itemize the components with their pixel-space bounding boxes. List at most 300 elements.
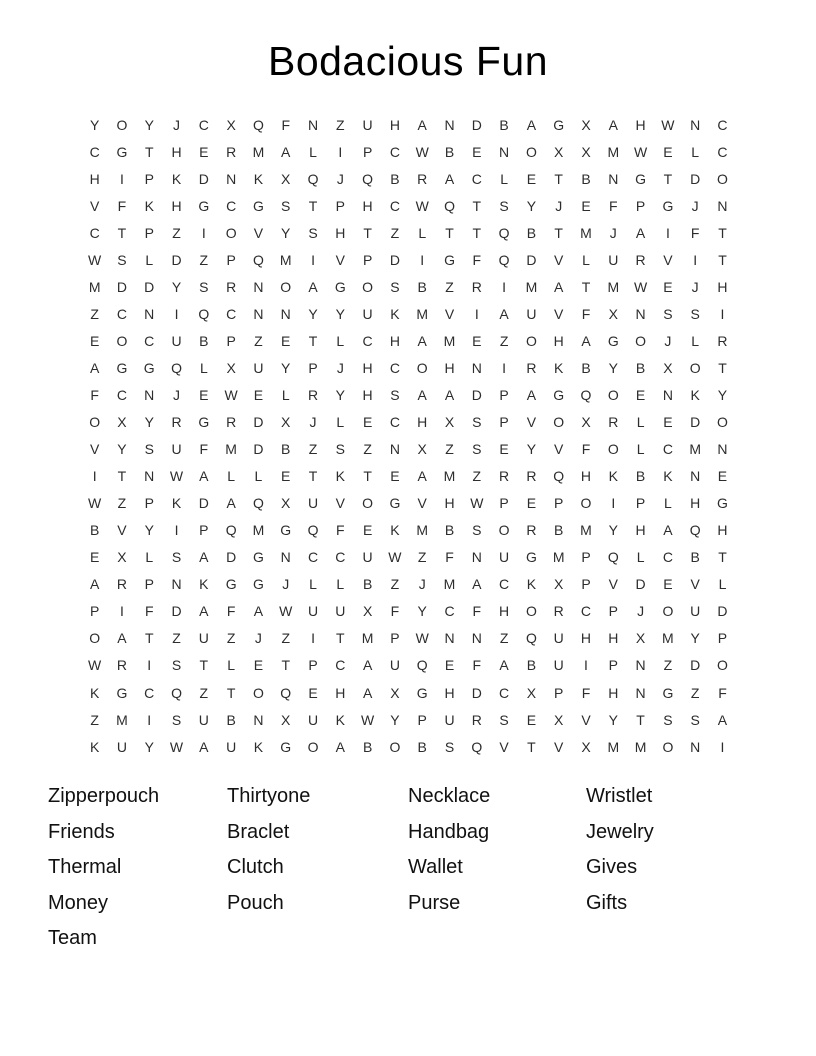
grid-letter: D <box>198 495 209 512</box>
grid-letter: V <box>554 305 564 322</box>
grid-letter: K <box>89 684 100 701</box>
grid-letter: L <box>145 549 154 566</box>
grid-letter: X <box>581 414 591 431</box>
grid-letter: U <box>116 738 127 755</box>
grid-letter: Y <box>335 305 345 322</box>
grid-letter: Q <box>498 224 510 241</box>
grid-letter: F <box>336 522 345 539</box>
grid-letter: W <box>88 495 102 512</box>
grid-letter: Z <box>172 630 181 647</box>
grid-letter: O <box>580 495 592 512</box>
grid-letter: F <box>690 224 700 241</box>
word-item: Clutch <box>227 856 284 879</box>
grid-letter: C <box>335 549 346 566</box>
grid-letter: P <box>608 657 618 674</box>
grid-letter: T <box>581 278 591 295</box>
grid-letter: N <box>307 116 319 133</box>
grid-letter: B <box>199 332 209 349</box>
grid-letter: B <box>526 224 537 241</box>
grid-letter: N <box>717 197 728 214</box>
grid-letter: J <box>173 386 181 403</box>
grid-letter: N <box>471 630 482 647</box>
grid-letter: U <box>608 251 619 268</box>
grid-letter: B <box>499 116 509 133</box>
grid-letter: K <box>89 738 100 755</box>
grid-letter: Y <box>144 738 154 755</box>
word-item: Braclet <box>227 820 290 843</box>
grid-letter: I <box>720 305 725 322</box>
word-item: Money <box>48 891 109 914</box>
grid-letter: D <box>690 170 701 187</box>
grid-letter: C <box>307 549 319 566</box>
grid-letter: Y <box>144 414 154 431</box>
grid-letter: C <box>389 197 400 214</box>
word-list <box>48 779 768 957</box>
word-list-column <box>227 779 408 957</box>
grid-letter: Y <box>144 116 154 133</box>
grid-letter: H <box>608 630 619 647</box>
grid-letter: L <box>199 359 208 376</box>
grid-letter: Y <box>526 197 537 214</box>
grid-letter: M <box>361 630 374 647</box>
grid-letter: D <box>690 414 701 431</box>
grid-letter: D <box>116 278 127 295</box>
grid-letter: K <box>335 711 345 728</box>
grid-letter: T <box>636 711 645 728</box>
grid-letter: T <box>308 332 318 349</box>
grid-letter: H <box>608 684 619 701</box>
grid-letter: V <box>89 197 100 214</box>
grid-letter: E <box>444 657 455 674</box>
grid-letter: G <box>525 549 537 566</box>
grid-letter: V <box>690 576 700 593</box>
grid-letter: H <box>417 414 428 431</box>
grid-letter: H <box>444 684 455 701</box>
grid-letter: N <box>389 441 400 458</box>
grid-letter: C <box>198 116 209 133</box>
grid-letter: Q <box>471 738 483 755</box>
grid-letter: C <box>389 143 400 160</box>
grid-letter: K <box>390 305 400 322</box>
word-list-column <box>408 779 586 957</box>
grid-letter: P <box>717 630 728 647</box>
grid-letter: Y <box>608 711 618 728</box>
grid-letter: M <box>443 332 456 349</box>
grid-letter: Y <box>335 386 345 403</box>
grid-letter: O <box>607 386 619 403</box>
grid-letter: Y <box>526 441 537 458</box>
grid-letter: N <box>253 278 264 295</box>
grid-letter: M <box>607 738 620 755</box>
grid-letter: C <box>444 603 455 620</box>
grid-letter: D <box>144 278 155 295</box>
grid-letter: X <box>554 711 564 728</box>
grid-letter: T <box>144 143 154 160</box>
grid-letter: Q <box>689 522 701 539</box>
grid-letter: Q <box>252 116 264 133</box>
grid-letter: Z <box>226 630 236 647</box>
grid-letter: O <box>416 359 428 376</box>
grid-letter: W <box>279 603 293 620</box>
grid-letter: E <box>526 170 537 187</box>
grid-letter: P <box>144 170 154 187</box>
grid-letter: Y <box>281 359 291 376</box>
grid-letter: J <box>336 359 344 376</box>
grid-letter: I <box>420 251 425 268</box>
grid-letter: H <box>335 224 346 241</box>
grid-letter: A <box>117 630 127 647</box>
grid-letter: G <box>116 684 128 701</box>
grid-letter: I <box>201 224 206 241</box>
grid-letter: P <box>226 332 236 349</box>
grid-letter: N <box>444 116 455 133</box>
word-search-grid <box>81 111 736 760</box>
grid-letter: O <box>116 332 128 349</box>
grid-letter: A <box>635 224 646 241</box>
grid-letter: P <box>199 522 209 539</box>
grid-letter: S <box>663 711 673 728</box>
grid-letter: G <box>717 495 728 512</box>
grid-letter: E <box>390 468 400 485</box>
grid-letter: V <box>335 251 345 268</box>
grid-letter: G <box>444 251 455 268</box>
grid-letter: X <box>390 684 400 701</box>
grid-letter: Q <box>553 468 565 485</box>
grid-letter: I <box>311 630 315 647</box>
grid-letter: G <box>334 278 346 295</box>
grid-letter: G <box>252 197 264 214</box>
grid-letter: F <box>581 684 591 701</box>
grid-letter: F <box>117 197 127 214</box>
word-item: Team <box>48 927 97 950</box>
grid-letter: I <box>502 278 507 295</box>
grid-letter: X <box>635 630 646 647</box>
grid-letter: O <box>689 359 701 376</box>
grid-letter: N <box>662 386 673 403</box>
grid-letter: C <box>335 657 346 674</box>
grid-letter: J <box>691 197 699 214</box>
grid-letter: G <box>116 143 128 160</box>
grid-letter: D <box>253 414 264 431</box>
word-list-column <box>586 779 768 957</box>
grid-letter: R <box>553 603 564 620</box>
grid-letter: L <box>691 143 700 160</box>
grid-letter: Q <box>444 197 455 214</box>
grid-letter: O <box>553 414 565 431</box>
grid-letter: U <box>253 359 264 376</box>
grid-letter: U <box>526 305 537 322</box>
grid-letter: K <box>171 495 182 512</box>
grid-letter: R <box>717 332 728 349</box>
grid-letter: R <box>471 711 482 728</box>
grid-letter: K <box>663 468 673 485</box>
grid-letter: U <box>226 738 237 755</box>
grid-letter: U <box>307 711 319 728</box>
grid-letter: E <box>499 441 509 458</box>
grid-letter: Z <box>445 278 454 295</box>
grid-letter: S <box>171 711 182 728</box>
grid-letter: H <box>717 522 728 539</box>
grid-letter: Z <box>117 495 127 512</box>
grid-letter: W <box>633 143 648 160</box>
grid-letter: O <box>607 441 619 458</box>
grid-letter: R <box>116 576 127 593</box>
grid-letter: S <box>171 657 182 674</box>
grid-letter: C <box>226 305 237 322</box>
grid-letter: C <box>362 332 373 349</box>
grid-letter: P <box>499 386 509 403</box>
grid-letter: I <box>147 657 152 674</box>
grid-letter: R <box>307 386 319 403</box>
grid-letter: G <box>553 386 565 403</box>
word-item: Jewelry <box>586 820 654 843</box>
grid-letter: O <box>116 116 128 133</box>
grid-letter: H <box>89 170 100 187</box>
grid-letter: T <box>718 251 727 268</box>
grid-letter: N <box>280 549 291 566</box>
grid-letter: R <box>471 278 482 295</box>
grid-letter: W <box>224 386 238 403</box>
grid-letter: K <box>390 522 400 539</box>
grid-letter: W <box>388 549 402 566</box>
grid-letter: N <box>608 170 619 187</box>
grid-letter: T <box>117 224 127 241</box>
grid-letter: B <box>444 522 455 539</box>
grid-letter: Z <box>199 684 209 701</box>
grid-letter: N <box>635 305 646 322</box>
grid-letter: Z <box>90 305 99 322</box>
grid-letter: H <box>499 603 510 620</box>
grid-letter: X <box>117 414 127 431</box>
grid-letter: B <box>417 278 427 295</box>
grid-letter: I <box>311 251 315 268</box>
grid-letter: E <box>362 522 373 539</box>
grid-letter: X <box>226 116 236 133</box>
grid-letter: H <box>635 522 646 539</box>
grid-letter: N <box>690 116 701 133</box>
grid-letter: O <box>498 522 510 539</box>
grid-letter: F <box>90 386 99 403</box>
grid-letter: T <box>472 197 482 214</box>
grid-letter: B <box>226 711 236 728</box>
grid-letter: J <box>336 170 344 187</box>
grid-letter: M <box>88 278 101 295</box>
grid-letter: E <box>89 549 100 566</box>
grid-letter: O <box>717 657 728 674</box>
grid-letter: M <box>580 224 592 241</box>
grid-letter: H <box>690 495 701 512</box>
grid-letter: C <box>717 143 728 160</box>
grid-letter: C <box>89 224 100 241</box>
grid-letter: V <box>444 305 455 322</box>
grid-letter: J <box>309 414 317 431</box>
grid-letter: P <box>499 414 509 431</box>
grid-letter: H <box>389 116 400 133</box>
grid-letter: O <box>252 684 264 701</box>
grid-letter: A <box>526 386 537 403</box>
grid-letter: W <box>169 738 184 755</box>
grid-letter: X <box>608 305 618 322</box>
grid-letter: A <box>199 549 209 566</box>
grid-letter: R <box>635 251 646 268</box>
grid-letter: B <box>362 576 373 593</box>
grid-letter: S <box>199 278 209 295</box>
grid-letter: K <box>171 170 182 187</box>
grid-letter: G <box>198 414 210 431</box>
grid-letter: E <box>199 386 209 403</box>
grid-letter: K <box>253 738 264 755</box>
grid-letter: G <box>635 170 647 187</box>
grid-letter: X <box>554 143 564 160</box>
grid-letter: D <box>471 386 482 403</box>
grid-letter: E <box>308 684 318 701</box>
grid-letter: S <box>390 386 400 403</box>
grid-letter: N <box>690 468 701 485</box>
word-item: Wallet <box>408 856 463 879</box>
grid-letter: U <box>198 711 209 728</box>
grid-letter: R <box>499 468 510 485</box>
grid-letter: C <box>144 332 155 349</box>
grid-letter: S <box>663 305 673 322</box>
grid-letter: Y <box>608 359 618 376</box>
grid-letter: A <box>444 386 455 403</box>
grid-letter: Z <box>690 684 700 701</box>
grid-letter: A <box>663 522 673 539</box>
grid-letter: A <box>253 603 264 620</box>
grid-letter: J <box>691 278 699 295</box>
grid-letter: T <box>336 630 345 647</box>
grid-letter: E <box>362 414 373 431</box>
grid-letter: E <box>281 468 291 485</box>
word-item: Thirtyone <box>227 785 311 807</box>
grid-letter: Z <box>390 224 400 241</box>
grid-letter: E <box>526 711 537 728</box>
grid-letter: X <box>526 684 537 701</box>
grid-letter: V <box>554 738 564 755</box>
grid-letter: R <box>116 657 127 674</box>
grid-letter: T <box>472 224 482 241</box>
grid-letter: X <box>226 359 236 376</box>
grid-letter: G <box>662 197 674 214</box>
grid-letter: A <box>472 576 482 593</box>
grid-letter: I <box>720 738 725 755</box>
grid-letter: I <box>474 305 479 322</box>
grid-letter: J <box>555 197 563 214</box>
grid-letter: D <box>471 116 482 133</box>
grid-letter: K <box>199 576 209 593</box>
grid-letter: X <box>117 549 127 566</box>
grid-letter: J <box>173 116 181 133</box>
grid-letter: R <box>171 414 182 431</box>
grid-letter: A <box>199 468 209 485</box>
grid-letter: Q <box>416 657 428 674</box>
grid-letter: Y <box>171 278 182 295</box>
grid-letter: I <box>120 170 124 187</box>
grid-letter: W <box>633 278 648 295</box>
grid-letter: P <box>226 251 236 268</box>
grid-letter: X <box>281 414 291 431</box>
grid-letter: S <box>472 414 482 431</box>
grid-letter: X <box>581 116 591 133</box>
grid-letter: O <box>362 495 374 512</box>
grid-letter: L <box>281 386 290 403</box>
grid-letter: F <box>609 197 618 214</box>
grid-letter: H <box>335 684 346 701</box>
grid-letter: A <box>526 116 537 133</box>
grid-letter: S <box>335 441 345 458</box>
grid-letter: S <box>690 305 700 322</box>
grid-letter: S <box>444 738 455 755</box>
grid-letter: C <box>580 603 592 620</box>
word-item: Thermal <box>48 856 122 879</box>
grid-letter: L <box>145 251 154 268</box>
grid-letter: M <box>689 441 702 458</box>
grid-letter: I <box>338 143 343 160</box>
grid-letter: S <box>144 441 154 458</box>
grid-letter: P <box>144 224 154 241</box>
grid-letter: H <box>635 116 646 133</box>
grid-letter: M <box>443 468 456 485</box>
grid-letter: P <box>308 657 318 674</box>
grid-letter: U <box>171 441 182 458</box>
grid-letter: O <box>89 630 101 647</box>
grid-letter: A <box>199 603 209 620</box>
grid-letter: X <box>362 603 373 620</box>
grid-letter: D <box>717 603 728 620</box>
grid-letter: Q <box>280 684 292 701</box>
grid-letter: M <box>443 576 456 593</box>
grid-letter: Q <box>307 170 319 187</box>
grid-letter: M <box>116 711 128 728</box>
grid-letter: Y <box>690 630 700 647</box>
grid-letter: W <box>361 711 375 728</box>
grid-letter: M <box>252 522 265 539</box>
grid-letter: C <box>389 359 400 376</box>
grid-letter: Y <box>717 386 728 403</box>
grid-letter: F <box>581 441 591 458</box>
grid-letter: L <box>227 657 236 674</box>
grid-letter: B <box>390 170 400 187</box>
grid-letter: S <box>117 251 127 268</box>
grid-letter: V <box>608 576 618 593</box>
grid-letter: R <box>226 278 237 295</box>
grid-letter: Z <box>390 576 400 593</box>
grid-letter: I <box>174 305 179 322</box>
grid-letter: W <box>415 630 429 647</box>
grid-letter: G <box>389 495 401 512</box>
grid-letter: P <box>144 576 154 593</box>
grid-letter: X <box>281 170 291 187</box>
grid-letter: S <box>171 549 182 566</box>
word-item: Gives <box>586 856 638 879</box>
grid-letter: Z <box>254 332 263 349</box>
grid-letter: C <box>89 143 100 160</box>
grid-letter: C <box>116 305 127 322</box>
grid-letter: A <box>581 332 591 349</box>
grid-letter: V <box>663 251 673 268</box>
grid-letter: N <box>144 468 155 485</box>
word-list-column <box>48 779 227 957</box>
grid-letter: A <box>444 170 455 187</box>
grid-letter: W <box>88 657 102 674</box>
grid-letter: C <box>389 414 400 431</box>
grid-letter: D <box>635 576 646 593</box>
grid-letter: P <box>335 197 345 214</box>
grid-letter: L <box>254 468 263 485</box>
grid-letter: V <box>117 522 127 539</box>
grid-letter: L <box>582 251 590 268</box>
word-item: Gifts <box>586 891 628 914</box>
